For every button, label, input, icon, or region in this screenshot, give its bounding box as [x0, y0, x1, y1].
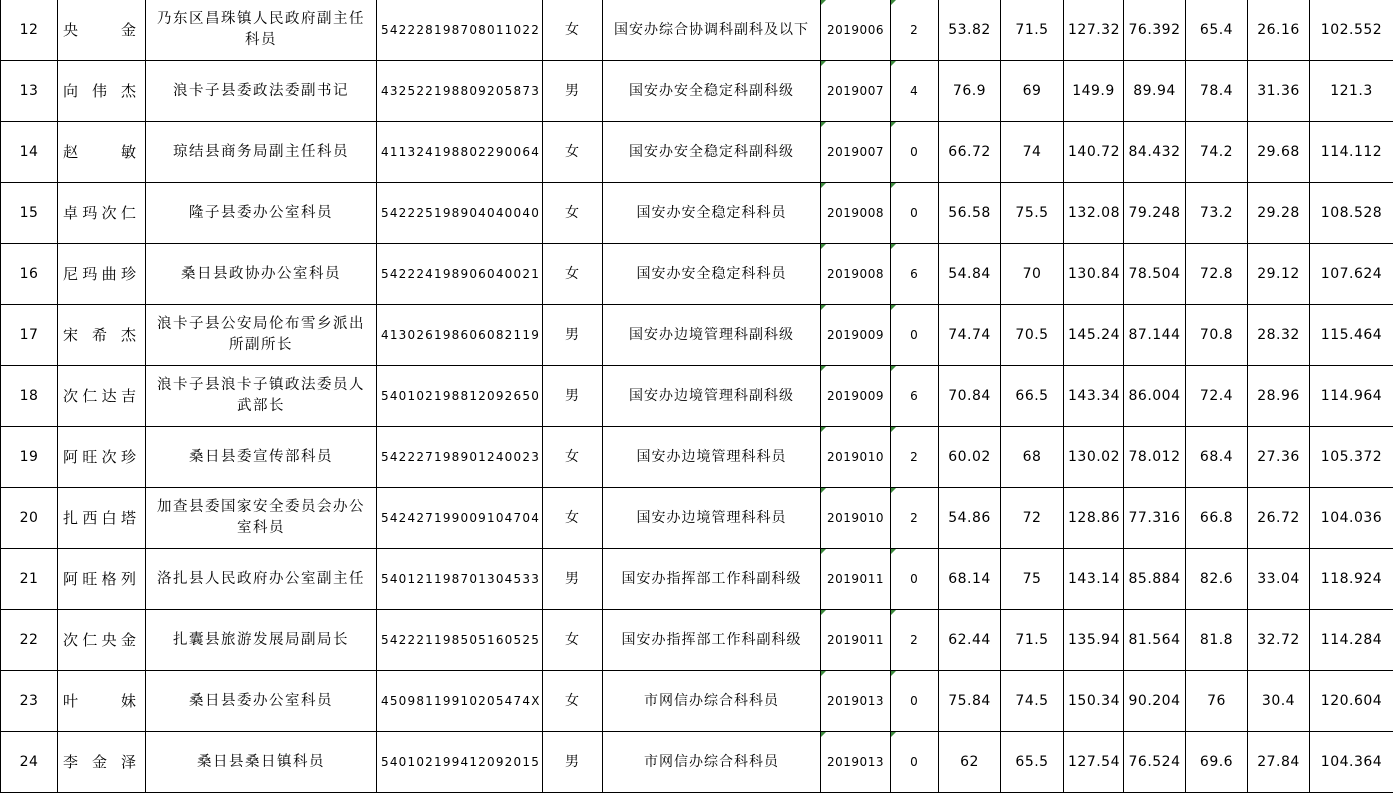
row-number-cell[interactable]: 12: [1, 0, 58, 61]
table-row: [1, 549, 1393, 610]
row-number-cell[interactable]: 23: [1, 671, 58, 732]
weighted-written-cell[interactable]: 90.204: [1124, 671, 1186, 732]
candidate-name-cell[interactable]: 李金泽: [58, 732, 146, 793]
gender-cell[interactable]: 女: [543, 183, 603, 244]
table-row: [1, 305, 1393, 366]
written-total-cell[interactable]: 127.54: [1064, 732, 1124, 793]
text-number-indicator-icon: [821, 244, 826, 249]
applied-position-cell[interactable]: 国安办安全稳定科科员: [603, 183, 821, 244]
written-score-1-cell[interactable]: 54.86: [939, 488, 1001, 549]
final-score-cell[interactable]: 115.464: [1310, 305, 1393, 366]
interview-score-cell[interactable]: 82.6: [1186, 549, 1248, 610]
bonus-points-cell[interactable]: 0: [891, 732, 939, 793]
candidate-name-cell[interactable]: 次仁央金: [58, 610, 146, 671]
interview-score-cell[interactable]: 69.6: [1186, 732, 1248, 793]
weighted-interview-cell[interactable]: 29.68: [1248, 122, 1310, 183]
final-score-cell[interactable]: 104.036: [1310, 488, 1393, 549]
candidate-name-cell[interactable]: 次仁达吉: [58, 366, 146, 427]
bonus-points-cell[interactable]: 6: [891, 244, 939, 305]
bonus-points-cell[interactable]: 0: [891, 671, 939, 732]
text-number-indicator-icon: [891, 732, 896, 737]
bonus-points-cell[interactable]: 2: [891, 610, 939, 671]
candidate-name-cell[interactable]: 阿旺次珍: [58, 427, 146, 488]
written-score-1-cell[interactable]: 62.44: [939, 610, 1001, 671]
id-number-cell[interactable]: 540121198701304533: [377, 549, 543, 610]
written-score-2-cell[interactable]: 65.5: [1001, 732, 1064, 793]
text-number-indicator-icon: [891, 549, 896, 554]
final-score-cell[interactable]: 114.284: [1310, 610, 1393, 671]
applied-position-cell[interactable]: 国安办安全稳定科副科级: [603, 61, 821, 122]
text-number-indicator-icon: [821, 427, 826, 432]
written-score-2-cell[interactable]: 70.5: [1001, 305, 1064, 366]
candidate-name-cell[interactable]: 扎西白塔: [58, 488, 146, 549]
id-number-cell[interactable]: 542224198906040021: [377, 244, 543, 305]
applied-position-cell[interactable]: 国安办边境管理科科员: [603, 488, 821, 549]
position-code-cell[interactable]: 2019007: [821, 122, 891, 183]
text-number-indicator-icon: [821, 732, 826, 737]
interview-score-cell[interactable]: 78.4: [1186, 61, 1248, 122]
written-score-2-cell[interactable]: 69: [1001, 61, 1064, 122]
final-score-cell[interactable]: 114.112: [1310, 122, 1393, 183]
text-number-indicator-icon: [821, 183, 826, 188]
written-score-2-cell[interactable]: 75.5: [1001, 183, 1064, 244]
position-code-cell[interactable]: 2019011: [821, 610, 891, 671]
bonus-points-cell[interactable]: 4: [891, 61, 939, 122]
bonus-points-cell[interactable]: 6: [891, 366, 939, 427]
written-total-cell[interactable]: 130.02: [1064, 427, 1124, 488]
id-number-cell[interactable]: 413026198606082119: [377, 305, 543, 366]
text-number-indicator-icon: [821, 0, 826, 5]
table-row: [1, 732, 1393, 793]
table-row: [1, 61, 1393, 122]
written-total-cell[interactable]: 143.14: [1064, 549, 1124, 610]
gender-cell[interactable]: 女: [543, 610, 603, 671]
written-total-cell[interactable]: 150.34: [1064, 671, 1124, 732]
text-number-indicator-icon: [821, 671, 826, 676]
id-number-cell[interactable]: 540102198812092650: [377, 366, 543, 427]
written-score-1-cell[interactable]: 76.9: [939, 61, 1001, 122]
row-number-cell[interactable]: 18: [1, 366, 58, 427]
interview-score-cell[interactable]: 73.2: [1186, 183, 1248, 244]
position-code-cell[interactable]: 2019008: [821, 244, 891, 305]
candidate-name-cell[interactable]: 尼玛曲珍: [58, 244, 146, 305]
position-code-cell[interactable]: 2019013: [821, 732, 891, 793]
work-unit-cell[interactable]: 桑日县桑日镇科员: [146, 732, 377, 793]
final-score-cell[interactable]: 108.528: [1310, 183, 1393, 244]
bonus-points-cell[interactable]: 2: [891, 488, 939, 549]
weighted-written-cell[interactable]: 84.432: [1124, 122, 1186, 183]
final-score-cell[interactable]: 102.552: [1310, 0, 1393, 61]
id-number-cell[interactable]: 542427199009104704: [377, 488, 543, 549]
text-number-indicator-icon: [891, 610, 896, 615]
applied-position-cell[interactable]: 国安办边境管理科副科级: [603, 366, 821, 427]
text-number-indicator-icon: [891, 427, 896, 432]
row-number-cell[interactable]: 14: [1, 122, 58, 183]
applied-position-cell[interactable]: 国安办指挥部工作科副科级: [603, 610, 821, 671]
interview-score-cell[interactable]: 72.8: [1186, 244, 1248, 305]
work-unit-cell[interactable]: 桑日县委办公室科员: [146, 671, 377, 732]
gender-cell[interactable]: 男: [543, 61, 603, 122]
table-row: [1, 488, 1393, 549]
weighted-interview-cell[interactable]: 26.72: [1248, 488, 1310, 549]
bonus-points-cell[interactable]: 0: [891, 183, 939, 244]
weighted-interview-cell[interactable]: 31.36: [1248, 61, 1310, 122]
weighted-interview-cell[interactable]: 30.4: [1248, 671, 1310, 732]
id-number-cell[interactable]: 542225198904040040: [377, 183, 543, 244]
interview-score-cell[interactable]: 65.4: [1186, 0, 1248, 61]
work-unit-cell[interactable]: 浪卡子县浪卡子镇政法委员人武部长: [146, 366, 377, 427]
weighted-written-cell[interactable]: 76.392: [1124, 0, 1186, 61]
weighted-written-cell[interactable]: 79.248: [1124, 183, 1186, 244]
written-score-2-cell[interactable]: 72: [1001, 488, 1064, 549]
work-unit-cell[interactable]: 隆子县委办公室科员: [146, 183, 377, 244]
id-number-cell[interactable]: 542221198505160525: [377, 610, 543, 671]
applied-position-cell[interactable]: 国安办边境管理科科员: [603, 427, 821, 488]
text-number-indicator-icon: [891, 305, 896, 310]
interview-score-cell[interactable]: 72.4: [1186, 366, 1248, 427]
work-unit-cell[interactable]: 桑日县委宣传部科员: [146, 427, 377, 488]
candidate-name-cell[interactable]: 卓玛次仁: [58, 183, 146, 244]
written-score-1-cell[interactable]: 66.72: [939, 122, 1001, 183]
work-unit-cell[interactable]: 浪卡子县公安局伦布雪乡派出所副所长: [146, 305, 377, 366]
written-score-2-cell[interactable]: 71.5: [1001, 610, 1064, 671]
candidate-name-cell[interactable]: 央 金: [58, 0, 146, 61]
weighted-interview-cell[interactable]: 32.72: [1248, 610, 1310, 671]
written-score-2-cell[interactable]: 68: [1001, 427, 1064, 488]
written-score-1-cell[interactable]: 68.14: [939, 549, 1001, 610]
weighted-written-cell[interactable]: 78.012: [1124, 427, 1186, 488]
written-total-cell[interactable]: 130.84: [1064, 244, 1124, 305]
text-number-indicator-icon: [891, 183, 896, 188]
position-code-cell[interactable]: 2019010: [821, 488, 891, 549]
text-number-indicator-icon: [821, 549, 826, 554]
written-total-cell[interactable]: 143.34: [1064, 366, 1124, 427]
gender-cell[interactable]: 男: [543, 549, 603, 610]
table-row: [1, 244, 1393, 305]
final-score-cell[interactable]: 118.924: [1310, 549, 1393, 610]
row-number-cell[interactable]: 13: [1, 61, 58, 122]
weighted-interview-cell[interactable]: 26.16: [1248, 0, 1310, 61]
written-score-1-cell[interactable]: 74.74: [939, 305, 1001, 366]
weighted-interview-cell[interactable]: 27.36: [1248, 427, 1310, 488]
applied-position-cell[interactable]: 国安办安全稳定科科员: [603, 244, 821, 305]
applied-position-cell[interactable]: 国安办边境管理科副科级: [603, 305, 821, 366]
text-number-indicator-icon: [821, 366, 826, 371]
interview-score-cell[interactable]: 74.2: [1186, 122, 1248, 183]
id-number-cell[interactable]: 45098119910205474X: [377, 671, 543, 732]
text-number-indicator-icon: [821, 610, 826, 615]
text-number-indicator-icon: [891, 244, 896, 249]
written-total-cell[interactable]: 135.94: [1064, 610, 1124, 671]
weighted-interview-cell[interactable]: 28.96: [1248, 366, 1310, 427]
position-code-cell[interactable]: 2019013: [821, 671, 891, 732]
gender-cell[interactable]: 男: [543, 366, 603, 427]
interview-score-cell[interactable]: 66.8: [1186, 488, 1248, 549]
final-score-cell[interactable]: 121.3: [1310, 61, 1393, 122]
row-number-cell[interactable]: 20: [1, 488, 58, 549]
written-score-1-cell[interactable]: 53.82: [939, 0, 1001, 61]
gender-cell[interactable]: 女: [543, 427, 603, 488]
written-score-2-cell[interactable]: 75: [1001, 549, 1064, 610]
bonus-points-cell[interactable]: 0: [891, 305, 939, 366]
written-total-cell[interactable]: 149.9: [1064, 61, 1124, 122]
written-score-2-cell[interactable]: 71.5: [1001, 0, 1064, 61]
final-score-cell[interactable]: 105.372: [1310, 427, 1393, 488]
table-row: [1, 183, 1393, 244]
bonus-points-cell[interactable]: 0: [891, 549, 939, 610]
position-code-cell[interactable]: 2019007: [821, 61, 891, 122]
text-number-indicator-icon: [821, 122, 826, 127]
work-unit-cell[interactable]: 桑日县政协办公室科员: [146, 244, 377, 305]
weighted-written-cell[interactable]: 86.004: [1124, 366, 1186, 427]
row-number-cell[interactable]: 19: [1, 427, 58, 488]
weighted-interview-cell[interactable]: 33.04: [1248, 549, 1310, 610]
gender-cell[interactable]: 男: [543, 305, 603, 366]
weighted-written-cell[interactable]: 85.884: [1124, 549, 1186, 610]
gender-cell[interactable]: 女: [543, 671, 603, 732]
candidate-name-cell[interactable]: 向伟杰: [58, 61, 146, 122]
written-total-cell[interactable]: 128.86: [1064, 488, 1124, 549]
final-score-cell[interactable]: 114.964: [1310, 366, 1393, 427]
weighted-interview-cell[interactable]: 27.84: [1248, 732, 1310, 793]
interview-score-cell[interactable]: 76: [1186, 671, 1248, 732]
text-number-indicator-icon: [821, 305, 826, 310]
weighted-written-cell[interactable]: 81.564: [1124, 610, 1186, 671]
id-number-cell[interactable]: 411324198802290064: [377, 122, 543, 183]
written-score-1-cell[interactable]: 75.84: [939, 671, 1001, 732]
row-number-cell[interactable]: 16: [1, 244, 58, 305]
written-total-cell[interactable]: 127.32: [1064, 0, 1124, 61]
row-number-cell[interactable]: 17: [1, 305, 58, 366]
interview-score-cell[interactable]: 70.8: [1186, 305, 1248, 366]
applied-position-cell[interactable]: 市网信办综合科科员: [603, 671, 821, 732]
row-number-cell[interactable]: 21: [1, 549, 58, 610]
written-score-1-cell[interactable]: 54.84: [939, 244, 1001, 305]
row-number-cell[interactable]: 15: [1, 183, 58, 244]
position-code-cell[interactable]: 2019009: [821, 305, 891, 366]
written-score-2-cell[interactable]: 70: [1001, 244, 1064, 305]
text-number-indicator-icon: [891, 488, 896, 493]
id-number-cell[interactable]: 432522198809205873: [377, 61, 543, 122]
table-row: [1, 122, 1393, 183]
written-total-cell[interactable]: 145.24: [1064, 305, 1124, 366]
text-number-indicator-icon: [821, 61, 826, 66]
position-code-cell[interactable]: 2019008: [821, 183, 891, 244]
weighted-written-cell[interactable]: 87.144: [1124, 305, 1186, 366]
weighted-interview-cell[interactable]: 29.28: [1248, 183, 1310, 244]
written-score-1-cell[interactable]: 70.84: [939, 366, 1001, 427]
weighted-interview-cell[interactable]: 29.12: [1248, 244, 1310, 305]
position-code-cell[interactable]: 2019009: [821, 366, 891, 427]
id-number-cell[interactable]: 542227198901240023: [377, 427, 543, 488]
written-total-cell[interactable]: 140.72: [1064, 122, 1124, 183]
applied-position-cell[interactable]: 国安办安全稳定科副科级: [603, 122, 821, 183]
final-score-cell[interactable]: 104.364: [1310, 732, 1393, 793]
weighted-written-cell[interactable]: 77.316: [1124, 488, 1186, 549]
id-number-cell[interactable]: 540102199412092015: [377, 732, 543, 793]
text-number-indicator-icon: [891, 366, 896, 371]
position-code-cell[interactable]: 2019006: [821, 0, 891, 61]
weighted-written-cell[interactable]: 89.94: [1124, 61, 1186, 122]
position-code-cell[interactable]: 2019010: [821, 427, 891, 488]
work-unit-cell[interactable]: 洛扎县人民政府办公室副主任: [146, 549, 377, 610]
text-number-indicator-icon: [891, 0, 896, 5]
applied-position-cell[interactable]: 市网信办综合科科员: [603, 732, 821, 793]
candidate-name-cell[interactable]: 宋希杰: [58, 305, 146, 366]
written-total-cell[interactable]: 132.08: [1064, 183, 1124, 244]
weighted-interview-cell[interactable]: 28.32: [1248, 305, 1310, 366]
written-score-1-cell[interactable]: 62: [939, 732, 1001, 793]
row-number-cell[interactable]: 22: [1, 610, 58, 671]
weighted-written-cell[interactable]: 78.504: [1124, 244, 1186, 305]
work-unit-cell[interactable]: 琼结县商务局副主任科员: [146, 122, 377, 183]
written-score-2-cell[interactable]: 66.5: [1001, 366, 1064, 427]
work-unit-cell[interactable]: 浪卡子县委政法委副书记: [146, 61, 377, 122]
bonus-points-cell[interactable]: 2: [891, 427, 939, 488]
text-number-indicator-icon: [891, 122, 896, 127]
final-score-cell[interactable]: 120.604: [1310, 671, 1393, 732]
applied-position-cell[interactable]: 国安办指挥部工作科副科级: [603, 549, 821, 610]
applied-position-cell[interactable]: 国安办综合协调科副科及以下: [603, 0, 821, 61]
final-score-cell[interactable]: 107.624: [1310, 244, 1393, 305]
candidate-name-cell[interactable]: 阿旺格列: [58, 549, 146, 610]
text-number-indicator-icon: [821, 488, 826, 493]
table-row: [1, 366, 1393, 427]
candidate-name-cell[interactable]: 叶 妹: [58, 671, 146, 732]
table-body: [1, 0, 1393, 793]
work-unit-cell[interactable]: 扎囊县旅游发展局副局长: [146, 610, 377, 671]
text-number-indicator-icon: [891, 671, 896, 676]
text-number-indicator-icon: [891, 61, 896, 66]
work-unit-cell[interactable]: 乃东区昌珠镇人民政府副主任科员: [146, 0, 377, 61]
bonus-points-cell[interactable]: 2: [891, 0, 939, 61]
table-row: [1, 0, 1393, 61]
interview-score-cell[interactable]: 68.4: [1186, 427, 1248, 488]
written-score-2-cell[interactable]: 74.5: [1001, 671, 1064, 732]
id-number-cell[interactable]: 542228198708011022: [377, 0, 543, 61]
table-row: [1, 427, 1393, 488]
gender-cell[interactable]: 女: [543, 0, 603, 61]
position-code-cell[interactable]: 2019011: [821, 549, 891, 610]
written-score-2-cell[interactable]: 74: [1001, 122, 1064, 183]
interview-score-cell[interactable]: 81.8: [1186, 610, 1248, 671]
work-unit-cell[interactable]: 加查县委国家安全委员会办公室科员: [146, 488, 377, 549]
written-score-1-cell[interactable]: 56.58: [939, 183, 1001, 244]
written-score-1-cell[interactable]: 60.02: [939, 427, 1001, 488]
candidate-name-cell[interactable]: 赵 敏: [58, 122, 146, 183]
gender-cell[interactable]: 女: [543, 244, 603, 305]
weighted-written-cell[interactable]: 76.524: [1124, 732, 1186, 793]
gender-cell[interactable]: 女: [543, 488, 603, 549]
table-row: [1, 610, 1393, 671]
bonus-points-cell[interactable]: 0: [891, 122, 939, 183]
gender-cell[interactable]: 女: [543, 122, 603, 183]
row-number-cell[interactable]: 24: [1, 732, 58, 793]
table-row: [1, 671, 1393, 732]
gender-cell[interactable]: 男: [543, 732, 603, 793]
